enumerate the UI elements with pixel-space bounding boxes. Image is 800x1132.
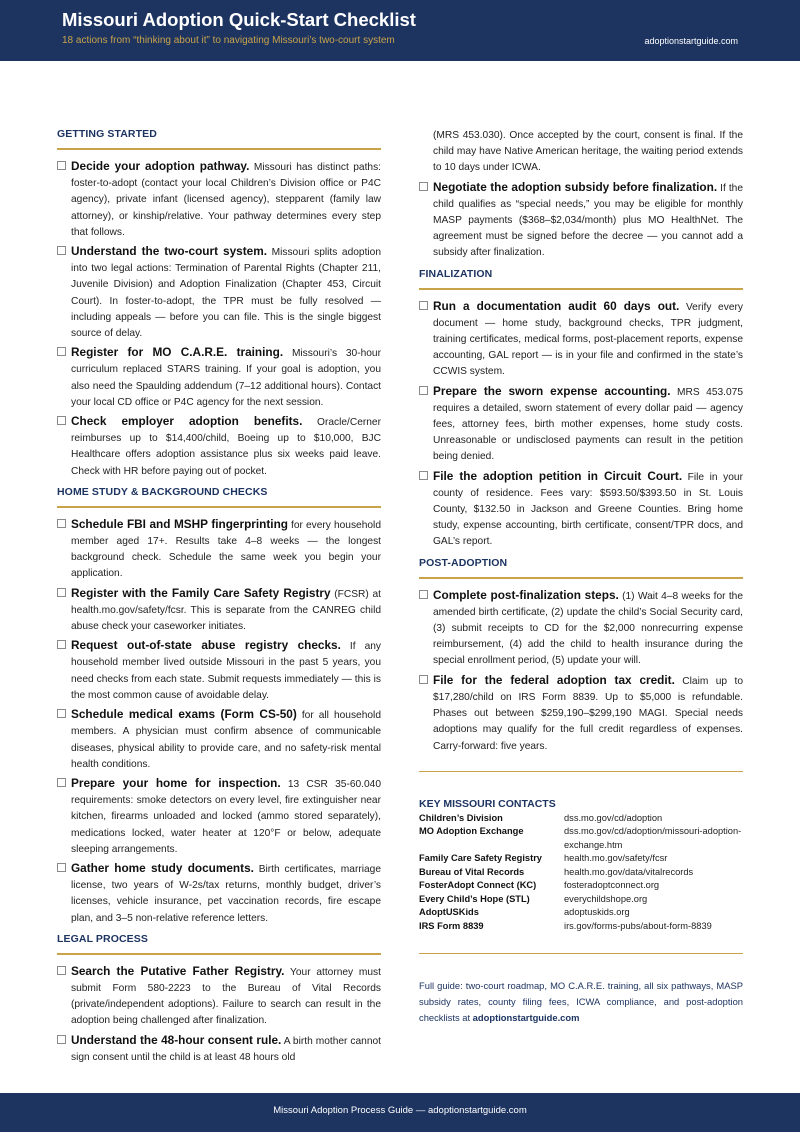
checkbox[interactable] — [419, 386, 428, 395]
item-body: A birth mother cannot sign consent until the child is at least 48 hours old — [71, 1035, 381, 1063]
header-site-url[interactable]: adoptionstartguide.com — [644, 36, 738, 46]
right-column — [419, 128, 743, 1026]
checkbox[interactable] — [57, 588, 66, 597]
section-divider — [57, 953, 381, 955]
contact-row — [419, 852, 743, 866]
item-title: Understand the 48-hour consent rule. — [71, 1032, 282, 1047]
item-body: Verify every document — home study, background checks, TPR judgment, training certificates, medical forms, post-placement reports, expense accounting, GAL report — is in your file and confirmed in the state’s CCWIS system. — [433, 301, 743, 378]
contact-row — [419, 920, 743, 934]
item-title: File for the federal adoption tax credit. — [433, 672, 675, 687]
contact-url[interactable]: fosteradoptconnect.org — [564, 880, 660, 891]
section-heading-post-adoption: POST-ADOPTION — [419, 556, 508, 569]
checklist-item[interactable] — [419, 587, 743, 670]
checklist-item[interactable] — [57, 516, 381, 583]
item-body: (1) Wait 4–8 weeks for the amended birth certificate, (2) update the child’s Social Security card, (3) submit receipts to CD for the $2,000 nonrecurring expense reimbursement, (4) add the child to health insurance during the special enrollment period, (5) update your will. — [433, 590, 743, 667]
item-title: Run a documentation audit 60 days out. — [433, 298, 680, 313]
checklist-item[interactable] — [57, 243, 381, 342]
contact-url[interactable]: dss.mo.gov/cd/adoption/missouri-adoption-exchange.htm — [564, 826, 742, 850]
item-title: Gather home study documents. — [71, 860, 254, 875]
item-title: Decide your adoption pathway. — [71, 159, 250, 173]
contact-url[interactable]: dss.mo.gov/cd/adoption — [564, 812, 663, 823]
item-title: Understand the two-court system. — [71, 244, 268, 259]
section-divider — [419, 577, 743, 579]
full-guide-note — [419, 978, 743, 1026]
section-heading-finalization: FINALIZATION — [419, 267, 493, 280]
checkbox[interactable] — [419, 301, 428, 310]
checkbox[interactable] — [57, 519, 66, 528]
item-title: Negotiate the adoption subsidy before finalization. — [433, 179, 718, 194]
contact-row — [419, 893, 743, 907]
item-title: Complete post-finalization steps. — [433, 587, 619, 602]
checklist-item[interactable] — [419, 298, 743, 381]
full-guide-text: Full guide: two-court roadmap, MO C.A.R.E. training, all six pathways, MASP subsidy rates, county filing fees, ICWA compliance, and post-adoption checklists at — [419, 980, 743, 1024]
contacts-table — [419, 812, 743, 934]
checkbox[interactable] — [57, 709, 66, 718]
contact-row — [419, 812, 743, 826]
checklist-item[interactable] — [57, 1032, 381, 1066]
section-heading-legal-process: LEGAL PROCESS — [57, 932, 148, 945]
contact-url[interactable]: health.mo.gov/safety/fcsr — [564, 853, 668, 864]
checkbox[interactable] — [57, 640, 66, 649]
section-divider — [419, 288, 743, 290]
contact-name: Family Care Safety Registry — [419, 853, 542, 864]
checkbox[interactable] — [57, 416, 66, 425]
item-body: MRS 453.075 requires a detailed, sworn statement of every dollar paid — agency fees, attorney fees, birth mother expenses, home study costs. Unreasonable or undisclosed payments can result in the petition being denied. — [433, 386, 743, 463]
contact-row — [419, 879, 743, 893]
footer-text: Missouri Adoption Process Guide — adoptionstartguide.com — [273, 1105, 527, 1116]
section-heading-home-study: HOME STUDY & BACKGROUND CHECKS — [57, 485, 268, 498]
page-footer — [0, 1093, 800, 1132]
item-title: Check employer adoption benefits. — [71, 414, 303, 429]
item-body: File in your county of residence. Fees vary: $593.50/$393.50 in St. Louis County, $132.50 in Jackson and Greene Counties. Bring home study, expense accounting, birth certificate, consent/TPR docs, and GAL’s report. — [433, 471, 743, 548]
checklist-item[interactable] — [419, 672, 743, 755]
checklist-item[interactable] — [419, 179, 743, 262]
item-body: Missouri has distinct paths: foster-to-adopt (contact your local Children’s Division office or P4C agency), private infant (licensed agency), stepparent (family law attorney), or kinship/relative. Your pathway determines every step that follows. — [71, 162, 381, 238]
checklist-item[interactable] — [57, 775, 381, 858]
checklist-item[interactable] — [57, 860, 381, 927]
checkbox[interactable] — [419, 182, 428, 191]
contact-name: Children’s Division — [419, 812, 503, 823]
checklist-item[interactable] — [57, 585, 381, 636]
divider — [419, 953, 743, 954]
item-body: Missouri splits adoption into two legal actions: Termination of Parental Rights (Chapter 211, Juvenile Division) and Adoption Finalization (Chapter 453, Circuit Court). In foster-to-adopt, the TPR must be fully resolved — including appeals — before you can file. This is the single biggest source of delay. — [71, 247, 381, 340]
checklist-item[interactable] — [57, 344, 381, 411]
contact-name: IRS Form 8839 — [419, 920, 484, 931]
full-guide-link[interactable]: adoptionstartguide.com — [472, 1012, 580, 1024]
checkbox[interactable] — [419, 590, 428, 599]
item-title: Prepare the sworn expense accounting. — [433, 383, 671, 398]
item-title: Prepare your home for inspection. — [71, 775, 281, 790]
item-title: Schedule FBI and MSHP fingerprinting — [71, 516, 288, 531]
checkbox[interactable] — [57, 246, 66, 255]
divider — [419, 771, 743, 772]
item-title: Schedule medical exams (Form CS-50) — [71, 707, 297, 722]
page-header — [0, 0, 800, 61]
checkbox[interactable] — [57, 966, 66, 975]
left-column — [57, 128, 381, 1068]
item-body: Birth certificates, marriage license, two years of W-2s/tax returns, monthly budget, driver’s licenses, vehicle insurance, pet vaccination records, fire escape plan, and 3–5 non-relative reference letters. — [71, 863, 381, 924]
contact-url[interactable]: irs.gov/forms-pubs/about-form-8839 — [564, 920, 712, 931]
contact-name: AdoptUSKids — [419, 907, 479, 918]
contact-url[interactable]: adoptuskids.org — [564, 907, 630, 918]
page-subtitle: 18 actions from “thinking about it” to navigating Missouri’s two-court system — [62, 35, 395, 46]
contacts-heading: KEY MISSOURI CONTACTS — [419, 797, 556, 810]
checkbox[interactable] — [57, 863, 66, 872]
item-title: Request out-of-state abuse registry checks. — [71, 638, 341, 653]
item-body: If any household member lived outside Missouri in the past 5 years, you need checks from each state. Submit requests immediately — this is the most common cause of avoidable delay. — [71, 641, 381, 701]
section-divider — [57, 148, 381, 150]
contact-row — [419, 825, 743, 852]
item-body: If the child qualifies as “special needs,” you may be eligible for monthly MASP payments ($368–$2,034/month) plus MO HealthNet. The agreement must be signed before the decree — you cannot add a subsidy after finalization. — [433, 182, 743, 259]
item-body: for every household member aged 17+. Results take 4–8 weeks — the longest background check. Schedule the same week you begin your application. — [71, 519, 381, 580]
item-body: Claim up to $17,280/child on IRS Form 8839. Up to $5,000 is refundable. Phases out between $259,190–$299,190 MAGI. Special needs adoptions may qualify for the full credit regardless of expenses. Carry-forward: five years. — [433, 675, 743, 752]
checkbox[interactable] — [419, 675, 428, 684]
checkbox[interactable] — [57, 161, 66, 170]
item-body: (FCSR) at health.mo.gov/safety/fcsr. This is separate from the CANREG child abuse check your caseworker initiates. — [71, 588, 381, 633]
item-body: 13 CSR 35-60.040 requirements: smoke detectors on every level, fire extinguisher near kitchen, firearms unloaded and locked (ammo stored separately), medications locked, water heater at 120°F or below, adequate sleeping arrangements. — [71, 778, 381, 855]
contact-row — [419, 866, 743, 880]
checkbox[interactable] — [419, 471, 428, 480]
contact-url[interactable]: health.mo.gov/data/vitalrecords — [564, 866, 694, 877]
item-body: for all household members. A physician must confirm absence of communicable diseases, physical ability to provide care, and no safety-risk mental health conditions. — [71, 710, 381, 770]
section-heading-getting-started: GETTING STARTED — [57, 128, 157, 140]
checklist-item[interactable] — [57, 637, 381, 704]
item-title: Register with the Family Care Safety Registry — [71, 585, 331, 600]
checkbox[interactable] — [57, 778, 66, 787]
checklist-item[interactable] — [57, 706, 381, 773]
page-title: Missouri Adoption Quick-Start Checklist — [62, 9, 416, 30]
checklist-item[interactable] — [57, 963, 381, 1030]
item-title: File the adoption petition in Circuit Court. — [433, 468, 683, 483]
checklist-item[interactable] — [57, 158, 381, 241]
contact-name: Every Child’s Hope (STL) — [419, 893, 530, 904]
item-body: Oracle/Cerner reimburses up to $14,400/child, Boeing up to $10,000, BJC Healthcare offers adoption assistance plus six weeks paid leave. Check with HR before paying out of pocket. — [71, 417, 381, 477]
item-title: Search the Putative Father Registry. — [71, 963, 285, 978]
contact-name: MO Adoption Exchange — [419, 826, 524, 837]
checkbox[interactable] — [57, 347, 66, 356]
contact-name: FosterAdopt Connect (KC) — [419, 880, 537, 891]
contact-row — [419, 906, 743, 920]
checklist-item[interactable] — [419, 383, 743, 466]
item-title: Register for MO C.A.R.E. training. — [71, 345, 284, 360]
item-body: Your attorney must submit Form 580-2223 to the Bureau of Vital Records (private/independent adoptions). Failure to search can result in the adoption being challenged after finalization. — [71, 966, 381, 1027]
item-body: Missouri’s 30-hour curriculum replaced STARS training. If your goal is adoption, you also need the Spaulding addendum (7–12 additional hours). Contact your local CD office or P4C agency for the next session. — [71, 348, 381, 408]
item-continuation: (MRS 453.030). Once accepted by the court, consent is final. If the child may have Native American heritage, the waiting period extends to 10 days under ICWA. — [433, 130, 743, 174]
contact-url[interactable]: everychildshope.org — [564, 893, 648, 904]
checklist-item[interactable] — [419, 468, 743, 551]
checkbox[interactable] — [57, 1035, 66, 1044]
contact-name: Bureau of Vital Records — [419, 866, 525, 877]
checklist-item[interactable] — [57, 413, 381, 480]
section-divider — [57, 506, 381, 508]
